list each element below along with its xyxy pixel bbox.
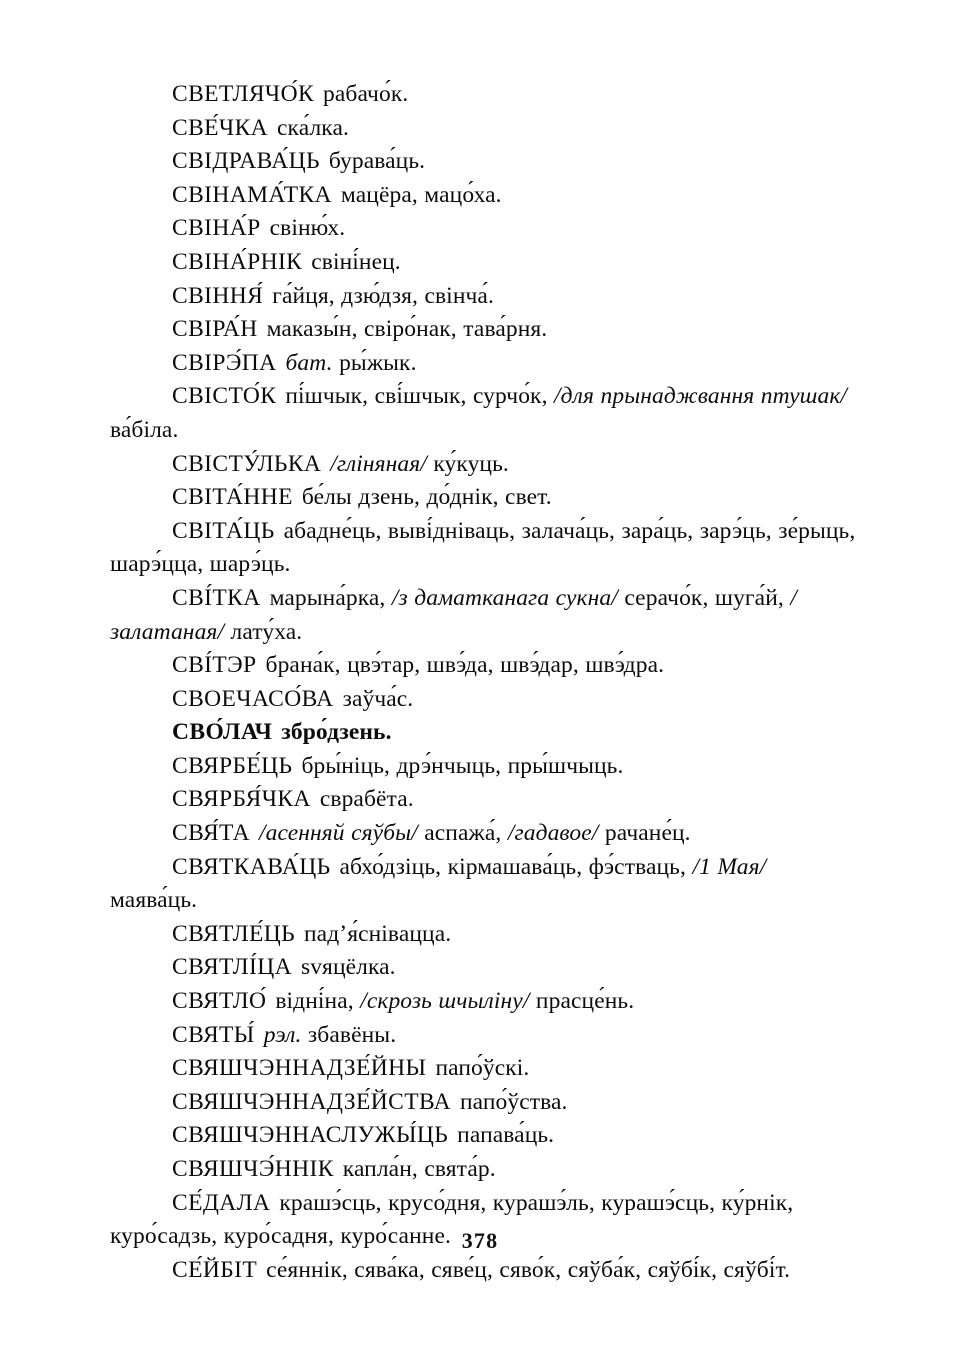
dictionary-entry	[110, 1019, 858, 1053]
entry-gloss: сврабёта.	[319, 786, 414, 813]
dictionary-entry	[110, 649, 858, 683]
entry-headword: СВО́ЛАЧ	[172, 719, 273, 746]
dictionary-entry	[110, 212, 858, 246]
dictionary-entry	[110, 716, 858, 750]
entry-headword: СВІНА́РНІК	[172, 248, 303, 275]
entry-gloss: аспажа́,	[417, 820, 508, 847]
entry-gloss: ку́куць.	[426, 450, 509, 477]
entry-gloss: капла́н, свята́р.	[342, 1156, 496, 1182]
entry-gloss: заўча́с.	[342, 685, 414, 712]
entry-headword: СВЯШЧЭННАДЗЕ́ЙСТВА	[172, 1088, 451, 1115]
dictionary-entry	[110, 750, 858, 784]
entry-headword: СВЯТКАВА́ЦЬ	[172, 853, 331, 880]
entry-gloss: свіню́х.	[269, 215, 346, 242]
dictionary-entry	[110, 112, 858, 146]
dictionary-entry	[110, 313, 858, 347]
entry-gloss-italic: /асенняй сяўбы/	[259, 820, 418, 847]
dictionary-entry	[110, 1254, 858, 1288]
entry-gloss: ры́жык.	[332, 349, 417, 376]
entry-headword: СВІ́ТЭР	[172, 652, 257, 679]
entry-headword: СВЕ́ЧКА	[172, 114, 269, 141]
dictionary-entry	[110, 582, 858, 649]
dictionary-entry	[110, 380, 858, 447]
entry-headword: СВЯТЛЕ́ЦЬ	[172, 920, 295, 947]
dictionary-entry	[110, 1052, 858, 1086]
entry-gloss: рачане́ц.	[598, 820, 691, 847]
entry-gloss: пад’я́снівацца.	[304, 920, 452, 947]
entry-gloss: мацёра, мацо́ха.	[340, 181, 502, 208]
dictionary-entry	[110, 515, 858, 582]
entry-gloss: серачо́к, шуга́й,	[617, 584, 791, 611]
dictionary-entry	[110, 246, 858, 280]
dictionary-entry	[110, 985, 858, 1019]
entry-gloss: абхо́дзіць, кірмашава́ць, фэ́стваць,	[339, 853, 693, 880]
entry-gloss: прасце́нь.	[529, 988, 635, 1015]
dictionary-entry	[110, 179, 858, 213]
entry-headword: СВІДРАВА́ЦЬ	[172, 148, 320, 175]
entry-gloss-italic: /скрозь шчыліну/	[360, 988, 530, 1015]
entry-gloss: се́яннік, сява́ка, сяве́ц, сяво́к, сяўба́к, сяўбі́к, сяўбі́т.	[266, 1256, 791, 1283]
dictionary-entry	[110, 1086, 858, 1120]
entry-headword: СВІРЭ́ПА	[172, 349, 277, 376]
entry-gloss: свіні́нец.	[311, 248, 401, 275]
entry-headword: СВЕТЛЯЧО́К	[172, 81, 315, 107]
entry-gloss: бры́ніць, дрэ́нчыць, пры́шчыць.	[301, 752, 624, 779]
entry-headword: СВЯШЧЭННАСЛУЖЫ́ЦЬ	[172, 1122, 449, 1149]
entry-headword: СЕ́ДАЛА	[172, 1189, 271, 1216]
entry-headword: СВЯ́ТА	[172, 820, 251, 847]
entry-headword: СВІТА́ННЕ	[172, 484, 293, 511]
dictionary-entry	[110, 347, 858, 381]
entry-headword: СВЯШЧЭННАДЗЕ́ЙНЫ	[172, 1055, 427, 1082]
entry-gloss: абадне́ць, выві́дніваць, залача́ць, зара́ць, зарэ́ць, зе́рыць, шарэ́цца, шарэ́ць.	[110, 517, 856, 578]
entry-gloss: ска́лка.	[277, 114, 349, 141]
entry-headword: СВЯТЫ́	[172, 1021, 255, 1048]
entry-gloss: ва́біла.	[110, 416, 179, 443]
entry-gloss-italic: рэл.	[263, 1021, 302, 1048]
entry-gloss: папо́ўства.	[459, 1088, 568, 1115]
entry-headword: СВІТА́ЦЬ	[172, 517, 275, 544]
entry-gloss: збавёны.	[301, 1021, 397, 1048]
entry-gloss: бурава́ць.	[328, 148, 426, 175]
dictionary-entry	[110, 1153, 858, 1187]
dictionary-entry	[110, 683, 858, 717]
entry-gloss: брана́к, цвэ́тар, швэ́да, швэ́дар, швэ́дра.	[265, 652, 665, 679]
dictionary-entry	[110, 817, 858, 851]
dictionary-entry	[110, 851, 858, 918]
entry-gloss-italic: /1 Мая/	[692, 853, 767, 880]
dictionary-entry	[110, 783, 858, 817]
entry-gloss-italic: бат.	[285, 349, 333, 376]
entry-gloss: пі́шчык, сві́шчык, сурчо́к,	[285, 383, 555, 410]
entry-gloss-italic: /гліняная/	[330, 450, 427, 477]
entry-gloss: маява́ць.	[110, 887, 198, 914]
entry-gloss: збро́дзень.	[281, 719, 392, 746]
entry-headword: СВІНА́Р	[172, 215, 261, 242]
entry-gloss: відні́на,	[275, 988, 361, 1015]
entry-headword: СВЯРБЕ́ЦЬ	[172, 752, 293, 779]
entry-headword: СВЯТЛІ́ЦА	[172, 954, 292, 981]
entry-headword: СВІНАМА́ТКА	[172, 181, 332, 208]
entry-headword: СВОЕЧАСО́ВА	[172, 685, 334, 712]
entry-gloss: лату́ха.	[224, 618, 303, 645]
entry-gloss: маказы́н, свіро́нак, тава́рня.	[266, 316, 548, 343]
dictionary-entry	[110, 951, 858, 985]
dictionary-entry	[110, 918, 858, 952]
dictionary-entry	[110, 1119, 858, 1153]
entry-headword: СВІСТО́К	[172, 383, 277, 410]
entry-gloss: бе́лы дзень, до́днік, свет.	[301, 484, 552, 511]
entry-column	[110, 78, 858, 1287]
entry-gloss: папава́ць.	[457, 1122, 555, 1149]
entry-gloss-italic: /з даматканага сукна/	[391, 584, 618, 611]
entry-headword: СВІСТУ́ЛЬКА	[172, 450, 322, 477]
entry-headword: СВІРА́Н	[172, 316, 258, 343]
entry-gloss: марына́рка,	[269, 584, 392, 611]
dictionary-entry	[110, 78, 858, 112]
entry-gloss: svяцёлка.	[300, 954, 396, 981]
entry-gloss: га́йця, дзю́дзя, свінча́.	[272, 282, 494, 309]
entry-gloss-italic: /гадавое/	[507, 820, 599, 847]
entry-headword: СВЯРБЯ́ЧКА	[172, 786, 311, 813]
entry-gloss: крашэ́сць, крусо́дня, курашэ́ль, курашэ́сць, ку́рнік, куро́садзь, куро́садня, куро́санне.	[110, 1189, 794, 1250]
page-number: 378	[461, 1228, 499, 1253]
entry-headword: СЕ́ЙБІТ	[172, 1256, 258, 1283]
dictionary-entry	[110, 280, 858, 314]
entry-gloss: рабачо́к.	[323, 81, 409, 107]
entry-gloss: папо́ўскі.	[435, 1055, 530, 1082]
entry-gloss-italic: /залатаная/	[110, 584, 797, 645]
entry-headword: СВІ́ТКА	[172, 584, 261, 611]
entry-headword: СВІННЯ́	[172, 282, 264, 309]
entry-gloss-italic: /для прынаджвання птушак/	[554, 383, 848, 410]
dictionary-entry	[110, 448, 858, 482]
dictionary-entry	[110, 145, 858, 179]
entry-headword: СВЯШЧЭ́ННІК	[172, 1156, 334, 1182]
entry-headword: СВЯТЛО́	[172, 988, 267, 1015]
dictionary-entry	[110, 481, 858, 515]
